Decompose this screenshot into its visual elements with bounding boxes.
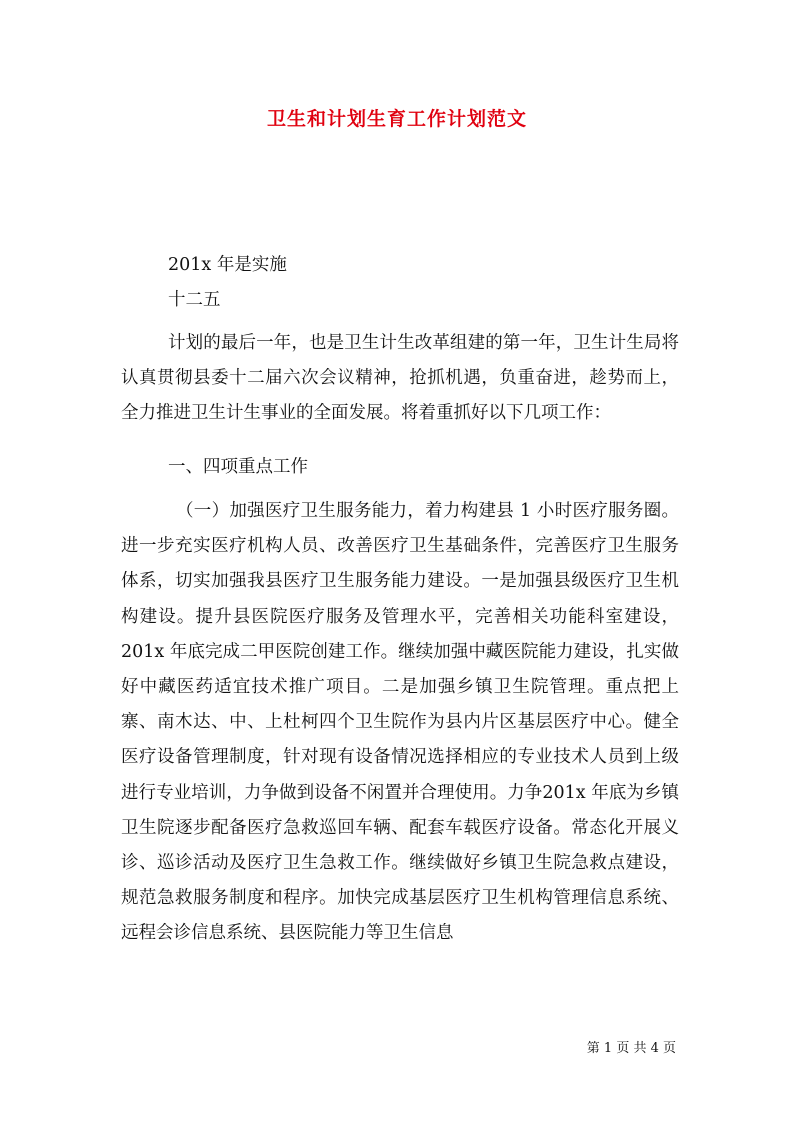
paragraph-1: 201x 年是实施 bbox=[168, 255, 287, 275]
paragraph-3: 计划的最后一年，也是卫生计生改革组建的第一年，卫生计生局将认真贯彻县委十二届六次会议精神，抢抓机遇，负重奋进，趁势而上，全力推进卫生计生事业的全面发展。将着重抓好以下几项工作： bbox=[121, 333, 679, 424]
page-footer: 第 1 页 共 4 页 bbox=[586, 1041, 676, 1056]
paragraph-2: 十二五 bbox=[168, 290, 221, 310]
paragraph-5: （一）加强医疗卫生服务能力，着力构建县 1 小时医疗服务圈。进一步充实医疗机构人员、改善医疗卫生基础条件，完善医疗卫生服务体系，切实加强我县医疗卫生服务能力建设。一是加强县级医疗卫生机构建设。提升县医院医疗服务及管理水平，完善相关功能科室建设，201x 年底完成二甲医院创建工作。继续加强中藏医院能力建设，扎实做好中藏医药适宜技术推广项目。二是加强乡镇卫生院管理。重点把上寨、南木达、中、上杜柯四个卫生院作为县内片区基层医疗中心。健全医疗设备管理制度，针对现有设备情况选择相应的专业技术人员到上级进行专业培训，力争做到设备不闲置并合理使用。力争201x 年底为乡镇卫生院逐步配备医疗急救巡回车辆、配套车载医疗设备。常态化开展义诊、巡诊活动及医疗卫生急救工作。继续做好乡镇卫生院急救点建设，规范急救服务制度和程序。加快完成基层医疗卫生机构管理信息系统、远程会诊信息系统、县医院能力等卫生信息 bbox=[121, 501, 679, 944]
document-title: 卫生和计划生育工作计划范文 bbox=[266, 108, 527, 130]
section-heading: 一、四项重点工作 bbox=[168, 457, 308, 477]
